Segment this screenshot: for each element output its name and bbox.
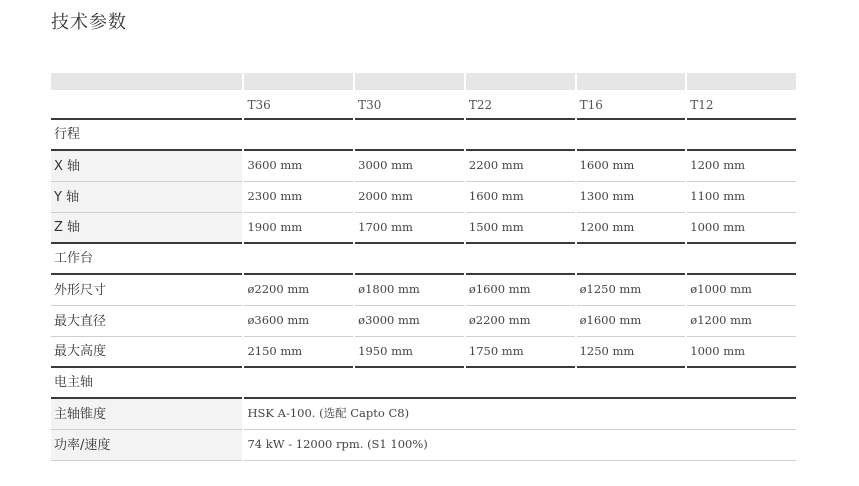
row-value: ø2200 mm (244, 275, 353, 306)
section-filler (355, 120, 464, 151)
row-value: 2300 mm (244, 182, 353, 213)
row-value: 1100 mm (687, 182, 796, 213)
row-value: 1500 mm (466, 213, 575, 244)
model-name: T30 (355, 90, 464, 120)
row-value: 1300 mm (577, 182, 686, 213)
model-header-row (51, 90, 796, 120)
row-value: ø1800 mm (355, 275, 464, 306)
model-name: T12 (687, 90, 796, 120)
table-row (51, 182, 796, 213)
row-label: 最大直径 (51, 306, 242, 337)
section-filler (687, 244, 796, 275)
model-name: T16 (577, 90, 686, 120)
section-row-spindle (51, 368, 796, 399)
section-filler (244, 244, 353, 275)
section-title: 行程 (51, 120, 242, 151)
header-band-cell (355, 73, 464, 90)
row-value: 1200 mm (577, 213, 686, 244)
model-name: T22 (466, 90, 575, 120)
page-title: 技术参数 (51, 12, 127, 33)
table-row (51, 337, 796, 368)
row-value: ø1250 mm (577, 275, 686, 306)
table-header-band (51, 73, 796, 90)
row-label: 最大高度 (51, 337, 242, 368)
row-value: 1900 mm (244, 213, 353, 244)
row-value: ø3600 mm (244, 306, 353, 337)
section-title: 工作台 (51, 244, 242, 275)
row-value: 2000 mm (355, 182, 464, 213)
row-value: 1700 mm (355, 213, 464, 244)
table-row (51, 430, 796, 461)
row-value: 1600 mm (577, 151, 686, 182)
section-filler (577, 244, 686, 275)
row-label: 功率/速度 (51, 430, 242, 461)
row-value: 2200 mm (466, 151, 575, 182)
header-band-cell (687, 73, 796, 90)
row-value: 1750 mm (466, 337, 575, 368)
section-row-worktable (51, 244, 796, 275)
row-value: ø1200 mm (687, 306, 796, 337)
row-value: ø1600 mm (577, 306, 686, 337)
row-label: 主轴锥度 (51, 399, 242, 430)
row-value: ø1000 mm (687, 275, 796, 306)
section-row-travel (51, 120, 796, 151)
section-title: 电主轴 (51, 368, 242, 399)
model-name: T36 (244, 90, 353, 120)
spec-table (51, 73, 796, 461)
section-filler (466, 120, 575, 151)
section-filler (577, 120, 686, 151)
row-value: 1000 mm (687, 213, 796, 244)
table-row (51, 399, 796, 430)
header-band-cell (244, 73, 353, 90)
row-value: 1000 mm (687, 337, 796, 368)
row-value: 1950 mm (355, 337, 464, 368)
section-filler (466, 244, 575, 275)
row-label: Z 轴 (51, 213, 242, 244)
section-filler (355, 244, 464, 275)
table-row (51, 213, 796, 244)
table-row (51, 306, 796, 337)
row-value-span: 74 kW - 12000 rpm. (S1 100%) (244, 430, 796, 461)
header-band-cell (466, 73, 575, 90)
row-value: 3600 mm (244, 151, 353, 182)
section-filler (244, 120, 353, 151)
row-value: 2150 mm (244, 337, 353, 368)
section-filler (244, 368, 796, 399)
row-value: ø2200 mm (466, 306, 575, 337)
row-label: Y 轴 (51, 182, 242, 213)
row-value: ø3000 mm (355, 306, 464, 337)
row-label: X 轴 (51, 151, 242, 182)
row-value: 1600 mm (466, 182, 575, 213)
row-value: 3000 mm (355, 151, 464, 182)
row-value: 1250 mm (577, 337, 686, 368)
row-value: 1200 mm (687, 151, 796, 182)
table-row (51, 275, 796, 306)
table-row (51, 151, 796, 182)
header-band-cell (51, 73, 242, 90)
model-header-empty (51, 90, 242, 120)
row-label: 外形尺寸 (51, 275, 242, 306)
section-filler (687, 120, 796, 151)
row-value: ø1600 mm (466, 275, 575, 306)
row-value-span: HSK A-100. (选配 Capto C8) (244, 399, 796, 430)
header-band-cell (577, 73, 686, 90)
